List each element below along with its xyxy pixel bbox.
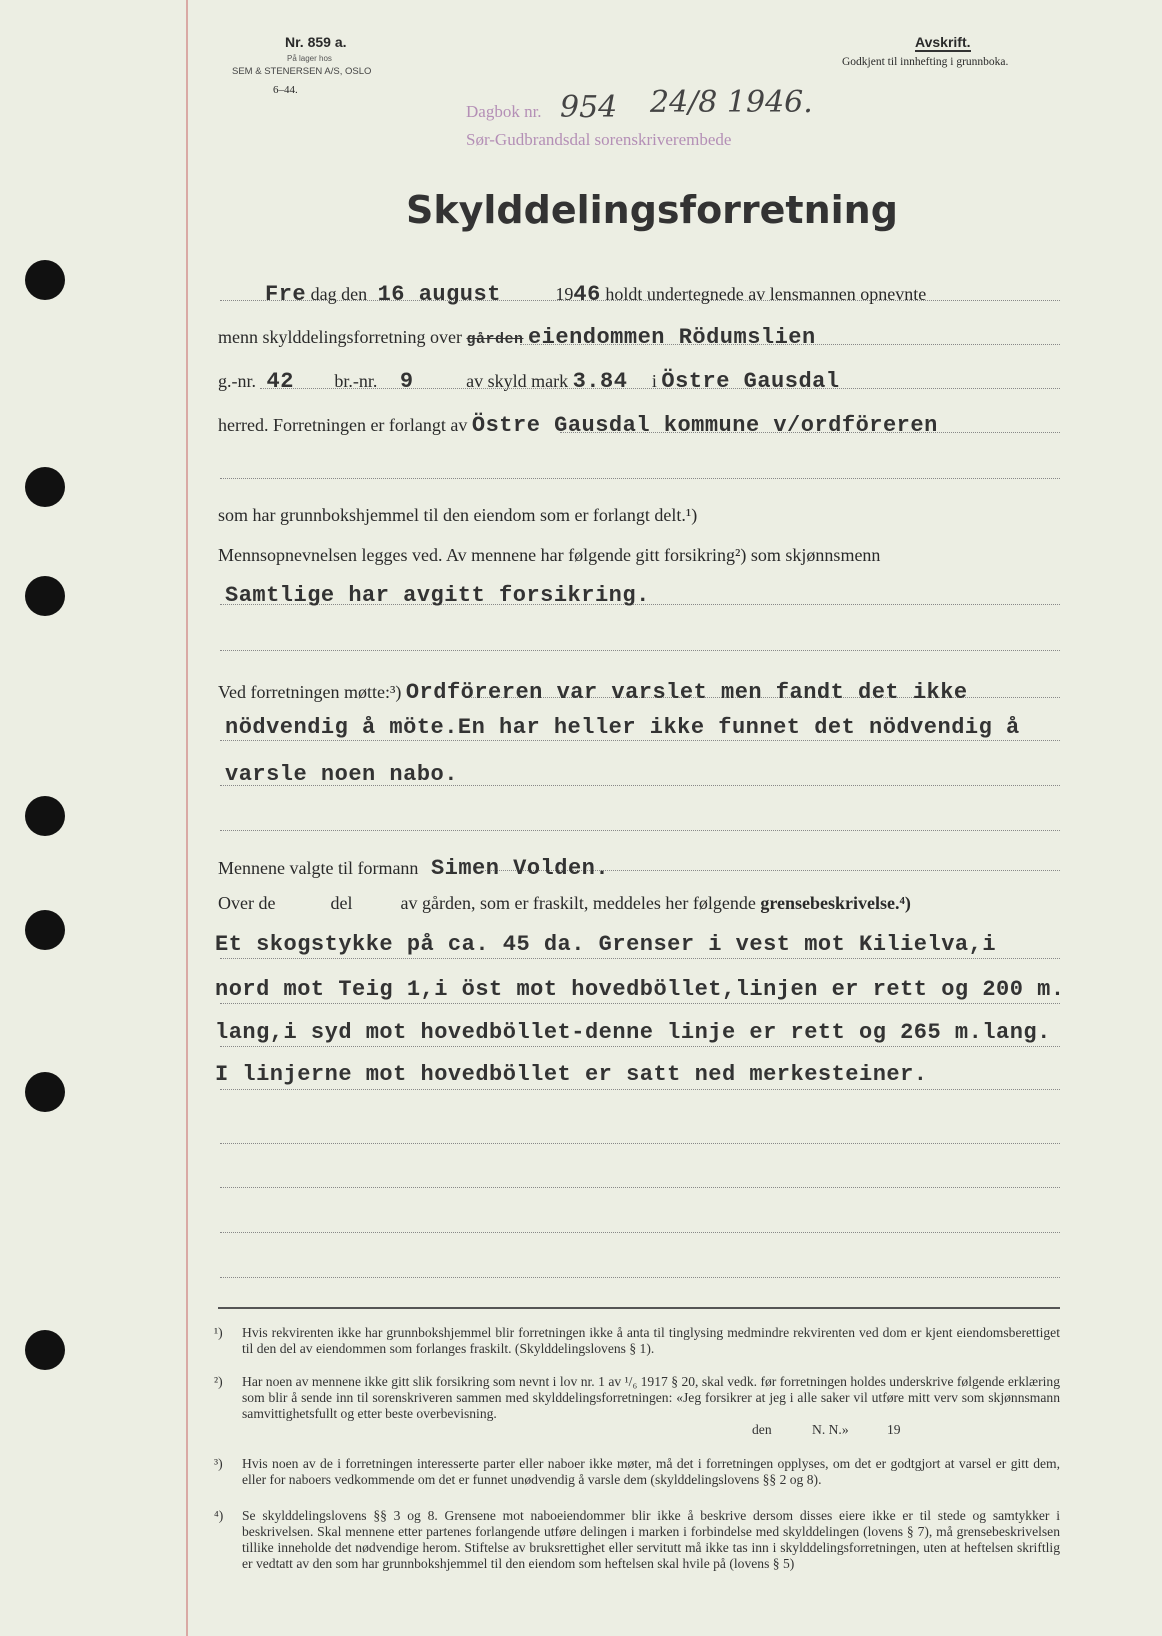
label: Ved forretningen møtte:³) <box>218 682 402 702</box>
footnote-text: Hvis rekvirenten ikke har grunnbokshjemmel blir forretningen ikke å anta til tinglysing medmindre rekvirenten ved dom er kjent eiendomsberettiget til den del av eiendommen som forlanges fraskilt. (Skylddelingslovens § 1). <box>242 1325 1060 1356</box>
footnote-text: Hvis noen av de i forretningen interesserte parter eller naboer ikke møter, må det i forretningen opplyses, om det er godtgjort at varsel er gitt dem, eller for naboers vedkommende om det er funnet unødvendig å varsle dem (skylddelingslovens §§ 2 og 8). <box>242 1456 1060 1487</box>
year: 46 <box>573 282 601 307</box>
punch-hole <box>25 467 65 507</box>
boundary-line: nord mot Teig 1,i öst mot hovedböllet,linjen er rett og 200 m. <box>215 977 1065 1002</box>
municipality: Östre Gausdal <box>661 369 840 394</box>
print-date: 6–44. <box>273 84 298 96</box>
dagbok-number: 954 <box>560 90 618 125</box>
attendance: Ordföreren var varslet men fandt det ikke <box>405 680 968 705</box>
printer-name: SEM & STENERSEN A/S, OSLO <box>232 66 372 77</box>
label: dag den <box>310 284 368 304</box>
boundary-line: I linjerne mot hovedböllet er satt ned merkesteiner. <box>215 1062 928 1087</box>
date: 16 august <box>377 282 501 307</box>
footnote-text: Se skylddelingslovens §§ 3 og 8. Grensene mot naboeiendommer blir ikke å beskrive dersom disses eiere ikke er til stede og samtykker i beskrivelsen. Skal mennene etter partenes forlangende utføre delingen i marken i forbindelse med skylddelingen (lovens § 7), må grensebeskrivelsen tillike inneholde det nødvendige herom. Stiftelse av bruksrettighet eller servitutt må ikke tas inn i skylddelingsforretningen, uten at heftelsen skriftlig er vedtatt av den som har grunnbokshjemmel til den eiendom som heftelsen skal hvile på (lovens § 5) <box>242 1508 1060 1571</box>
insurance-note: Samtlige har avgitt forsikring. <box>225 583 650 608</box>
bnr: 9 <box>399 369 414 394</box>
weekday: Fre <box>265 282 307 307</box>
footnote-4 <box>214 1508 1060 1572</box>
gnr: 42 <box>266 369 294 394</box>
printer-line: På lager hos <box>287 54 332 63</box>
label: br.-nr. <box>334 371 378 391</box>
attendance-cont: varsle noen nabo. <box>225 762 458 787</box>
approved-note: Godkjent til innhefting i grunnboka. <box>842 56 1009 68</box>
footnote-1 <box>214 1325 1060 1357</box>
document-title: Skylddelingsforretning <box>406 188 898 232</box>
text-line: som har grunnbokshjemmel til den eiendom som er forlangt delt.¹) <box>218 505 698 525</box>
requester: Östre Gausdal kommune v/ordföreren <box>471 413 938 438</box>
punch-hole <box>25 1330 65 1370</box>
footnote-number: ²) <box>214 1374 223 1389</box>
label: av gården, som er fraskilt, meddeles her følgende <box>400 893 756 913</box>
boundary-line: Et skogstykke på ca. 45 da. Grenser i vest mot Kilielva,i <box>215 932 997 957</box>
dagbok-date: 24/8 1946. <box>650 85 813 120</box>
label: Over de <box>218 893 276 913</box>
footnote-text: den <box>752 1422 772 1437</box>
footnote-rule <box>218 1307 1060 1309</box>
label: 19 <box>555 284 574 304</box>
property-name: eiendommen Rödumslien <box>527 325 816 350</box>
punch-hole <box>25 260 65 300</box>
footnote-number: ¹) <box>214 1325 223 1340</box>
footnote-text: Har noen av mennene ikke gitt slik forsikring som nevnt i lov nr. 1 av ¹/₆ 1917 § 20, skal vedk. før forretningen holdes underskrive følgende erklæring som blir å sende inn til sorenskriveren sammen med skylddelingsforretningen: «Jeg forsikrer at jeg i alle saker vil utføre mitt verv som skjønnsmann samvittighetsfullt og etter beste overbevisning. <box>242 1374 1060 1421</box>
text-line: Mennsopnevnelsen legges ved. Av mennene har følgende gitt forsikring²) som skjønnsmenn <box>218 545 881 565</box>
footnote-3 <box>214 1456 1060 1488</box>
footnote-signature: N. N.» <box>812 1422 849 1437</box>
tax-value: 3.84 <box>572 369 628 394</box>
punch-hole <box>25 910 65 950</box>
label: i <box>651 371 657 391</box>
footnote-number: ⁴) <box>214 1508 224 1523</box>
label: av skyld mark <box>466 371 569 391</box>
punch-hole <box>25 796 65 836</box>
dagbok-stamp-label: Dagbok nr. <box>466 102 542 121</box>
chairman: Simen Volden. <box>430 856 610 881</box>
struck-word: gården <box>466 331 524 348</box>
label: g.-nr. <box>218 371 256 391</box>
punch-hole <box>25 576 65 616</box>
label: holdt undertegnede av lensmannen opnevnte <box>605 284 927 304</box>
boundary-line: lang,i syd mot hovedböllet-denne linje er rett og 265 m.lang. <box>215 1020 1051 1045</box>
label: del <box>330 893 353 913</box>
form-number: Nr. 859 a. <box>285 34 347 50</box>
footnote-text: 19 <box>887 1422 901 1437</box>
footnote-number: ³) <box>214 1456 223 1471</box>
label: grensebeskrivelse.⁴) <box>760 893 911 913</box>
attendance-cont: nödvendig å möte.En har heller ikke funnet det nödvendig å <box>225 715 1020 740</box>
label: Mennene valgte til formann <box>218 858 419 878</box>
margin-line <box>186 0 188 1636</box>
punch-hole <box>25 1072 65 1112</box>
footnote-2 <box>214 1374 1060 1438</box>
label: herred. Forretningen er forlangt av <box>218 415 468 435</box>
copy-label: Avskrift. <box>915 34 971 50</box>
label: menn skylddelingsforretning over <box>218 327 462 347</box>
office-stamp: Sør-Gudbrandsdal sorenskriverembede <box>466 130 732 149</box>
